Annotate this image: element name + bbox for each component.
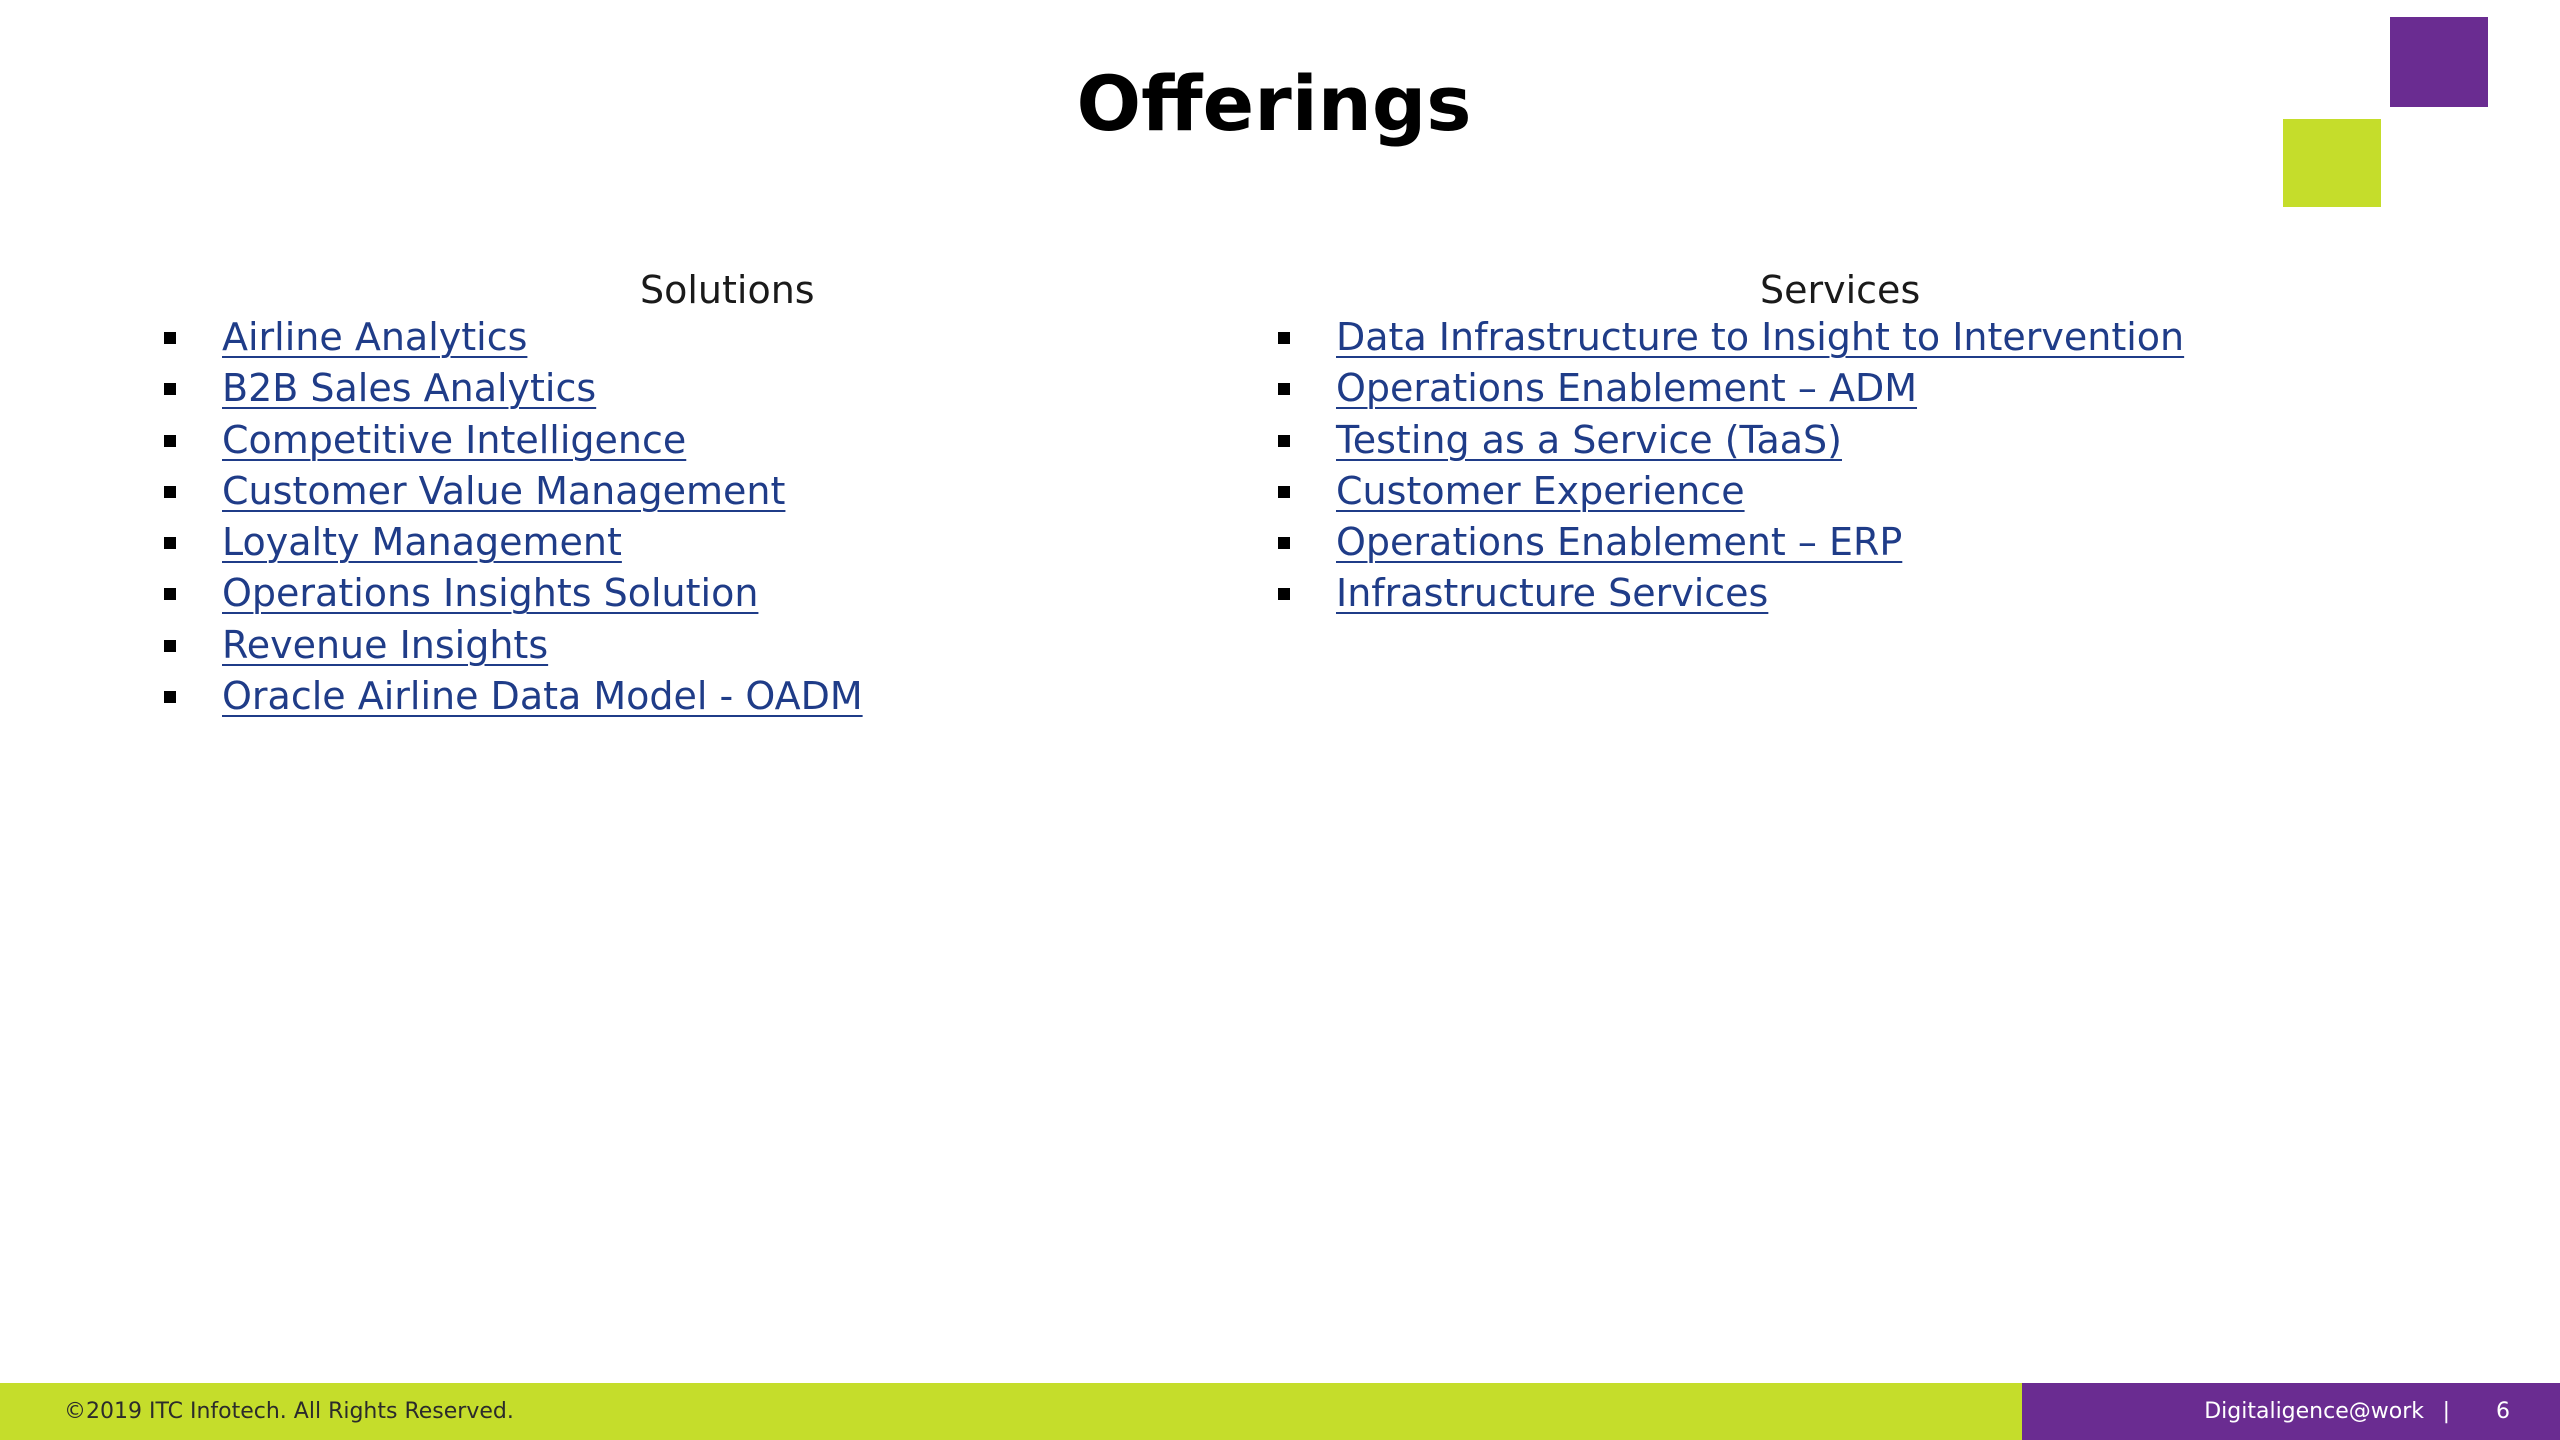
solutions-heading: Solutions (640, 268, 815, 312)
square-bullet-icon (1278, 537, 1290, 549)
service-link-operations-enablement-adm[interactable]: Operations Enablement – ADM (1336, 366, 1918, 411)
square-bullet-icon (164, 588, 176, 600)
decorative-purple-square (2390, 17, 2488, 107)
footer-purple-band (2022, 1383, 2560, 1440)
service-link-data-infrastructure[interactable]: Data Infrastructure to Insight to Intervention (1336, 315, 2185, 359)
square-bullet-icon (164, 332, 176, 344)
footer-bar (0, 1383, 2560, 1440)
footer-green-band (0, 1383, 2022, 1440)
square-bullet-icon (1278, 486, 1290, 498)
square-bullet-icon (164, 435, 176, 447)
footer-copyright: ©2019 ITC Infotech. All Rights Reserved. (64, 1399, 514, 1424)
square-bullet-icon (164, 486, 176, 498)
square-bullet-icon (1278, 383, 1290, 395)
square-bullet-icon (1278, 435, 1290, 447)
square-bullet-icon (1278, 588, 1290, 600)
service-link-customer-experience[interactable]: Customer Experience (1336, 468, 1745, 513)
square-bullet-icon (164, 691, 176, 703)
solution-link-b2b-sales-analytics[interactable]: B2B Sales Analytics (222, 366, 597, 411)
service-link-testing-as-a-service[interactable]: Testing as a Service (TaaS) (1336, 417, 1842, 462)
solution-link-customer-value-management[interactable]: Customer Value Management (222, 468, 786, 513)
square-bullet-icon (164, 383, 176, 395)
footer-tagline: Digitaligence@work (2204, 1399, 2424, 1424)
decorative-green-square (2283, 119, 2381, 207)
footer-separator: | (2442, 1399, 2450, 1424)
solution-link-revenue-insights[interactable]: Revenue Insights (222, 622, 549, 667)
square-bullet-icon (164, 537, 176, 549)
solution-link-competitive-intelligence[interactable]: Competitive Intelligence (222, 417, 687, 462)
square-bullet-icon (164, 640, 176, 652)
service-link-operations-enablement-erp[interactable]: Operations Enablement – ERP (1336, 520, 1903, 565)
solution-link-airline-analytics[interactable]: Airline Analytics (222, 315, 528, 359)
page-number: 6 (2496, 1399, 2510, 1424)
solution-link-operations-insights[interactable]: Operations Insights Solution (222, 571, 759, 616)
square-bullet-icon (1278, 332, 1290, 344)
solution-link-loyalty-management[interactable]: Loyalty Management (222, 520, 622, 565)
service-link-infrastructure-services[interactable]: Infrastructure Services (1336, 571, 1769, 616)
slide-title: Offerings (1076, 59, 1472, 148)
solution-link-oadm[interactable]: Oracle Airline Data Model - OADM (222, 674, 863, 719)
services-heading: Services (1760, 268, 1921, 312)
